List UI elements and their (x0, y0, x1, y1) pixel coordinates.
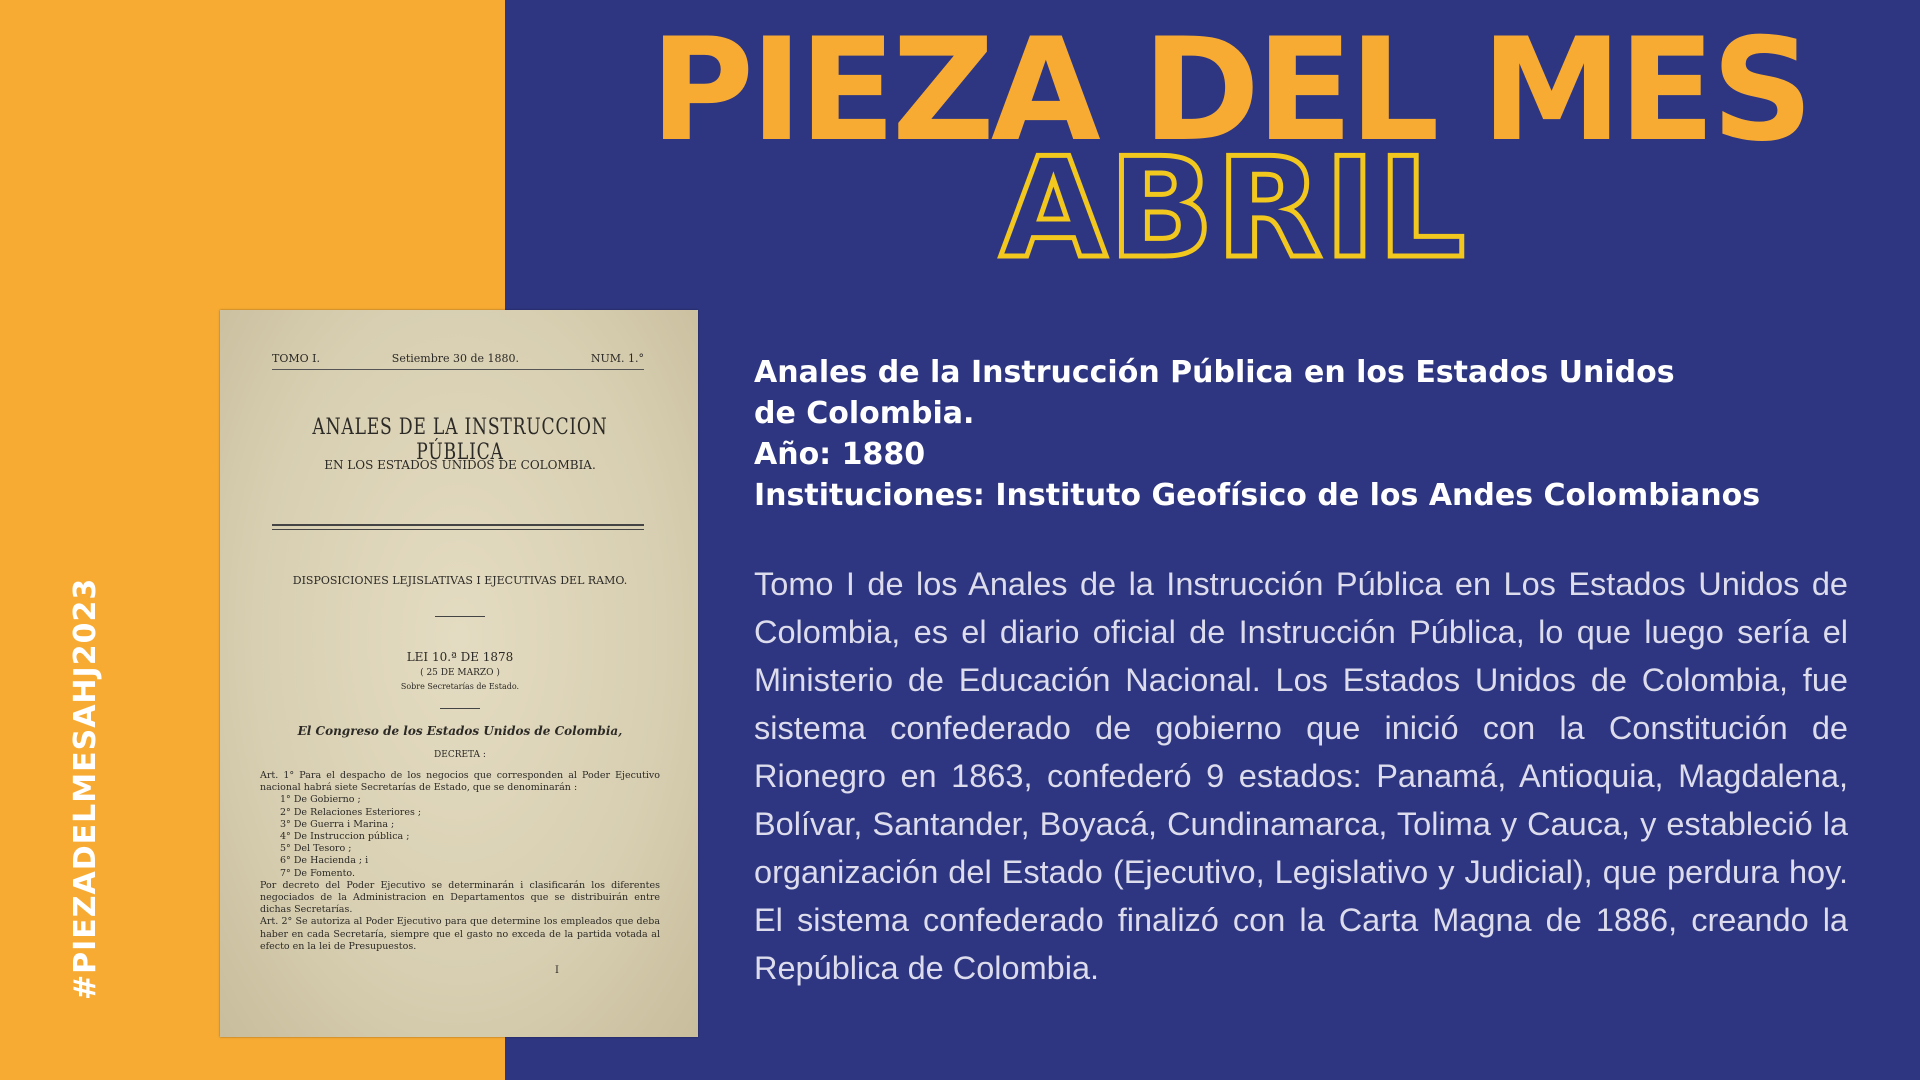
document-paragraph: 2° De Relaciones Esteriores ; (280, 806, 422, 818)
document-divider (440, 708, 480, 709)
document-paragraph: Por decreto del Poder Ejecutivo se determinarán i clasificarán los diferentes negociados de la Administracion en Departamentos que se distribuirán entre dichas Secretarías. (260, 879, 660, 916)
piece-institutions: Instituciones: Instituto Geofísico de los Andes Colombianos (754, 478, 1761, 513)
document-divider (272, 529, 644, 530)
month-subtitle: ABRIL (1000, 128, 1468, 289)
document-num: NUM. 1.° (590, 352, 644, 365)
document-title: ANALES DE LA INSTRUCCION PÚBLICA (312, 415, 608, 465)
page-title: PIEZA DEL MES (650, 8, 1810, 173)
piece-metadata (754, 352, 1874, 516)
document-congreso: El Congreso de los Estados Unidos de Colombia, (297, 724, 623, 738)
document-header (272, 352, 644, 370)
piece-title-line1: Anales de la Instrucción Pública en los Estados Unidos (754, 355, 1675, 390)
document-paragraph: 5° Del Tesoro ; (280, 843, 352, 855)
document-section: DISPOSICIONES LEJISLATIVAS I EJECUTIVAS DEL RAMO. (292, 574, 628, 587)
document-tomo: TOMO I. (272, 352, 320, 365)
piece-title-line2: de Colombia. (754, 396, 975, 431)
document-paragraph: Art. 2° Se autoriza al Poder Ejecutivo para que determine los empleados que deba haber en cada Secretaría, siempre que el gasto no exceda de la partida votada al efecto en la lei de Presupuestos. (260, 916, 660, 952)
document-lei-subtitle: Sobre Secretarías de Estado. (400, 682, 520, 691)
document-image (220, 310, 698, 1037)
document-divider (435, 616, 485, 617)
document-subtitle: EN LOS ESTADOS UNIDOS DE COLOMBIA. (324, 458, 596, 472)
document-paragraph: 4° De Instruccion pública ; (280, 831, 410, 843)
document-paragraph: 3° De Guerra i Marina ; (280, 818, 395, 830)
document-page-number: I (555, 965, 559, 976)
piece-year: Año: 1880 (754, 437, 926, 472)
piece-description: Tomo I de los Anales de la Instrucción Pública en Los Estados Unidos de Colombia, es el diario oficial de Instrucción Pública, lo que luego sería el Ministerio de Educación Nacional. Los Estados Unidos de Colombia, fue sistema confederado de gobierno que inició con la Constitución de Rionegro en 1863, confederó 9 estados: Panamá, Antioquia, Magdalena, Bolívar, Santander, Boyacá, Cundinamarca, Tolima y Cauca, y estableció la organización del Estado (Ejecutivo, Legislativo y Judicial), que perdura hoy. El sistema confederado finalizó con la Carta Magna de 1886, creando la República de Colombia. (754, 566, 1848, 986)
document-divider (272, 524, 644, 526)
document-paragraph: 1° De Gobierno ; (280, 794, 361, 806)
hashtag-text: #PIEZADELMESAHJ2023 (68, 577, 103, 1000)
document-paragraph: 6° De Hacienda ; i (280, 855, 369, 867)
document-lei-date: ( 25 DE MARZO ) (420, 668, 500, 678)
document-paragraph: 7° De Fomento. (280, 867, 356, 879)
document-body (260, 770, 660, 953)
document-paragraph: Art. 1° Para el despacho de los negocios que corresponden al Poder Ejecutivo nacional habrá siete Secretarías de Estado, que se denominarán : (260, 770, 660, 794)
document-date: Setiembre 30 de 1880. (391, 352, 520, 365)
document-decreta: DECRETA : (434, 750, 486, 760)
document-lei: LEI 10.ª DE 1878 (406, 650, 514, 664)
